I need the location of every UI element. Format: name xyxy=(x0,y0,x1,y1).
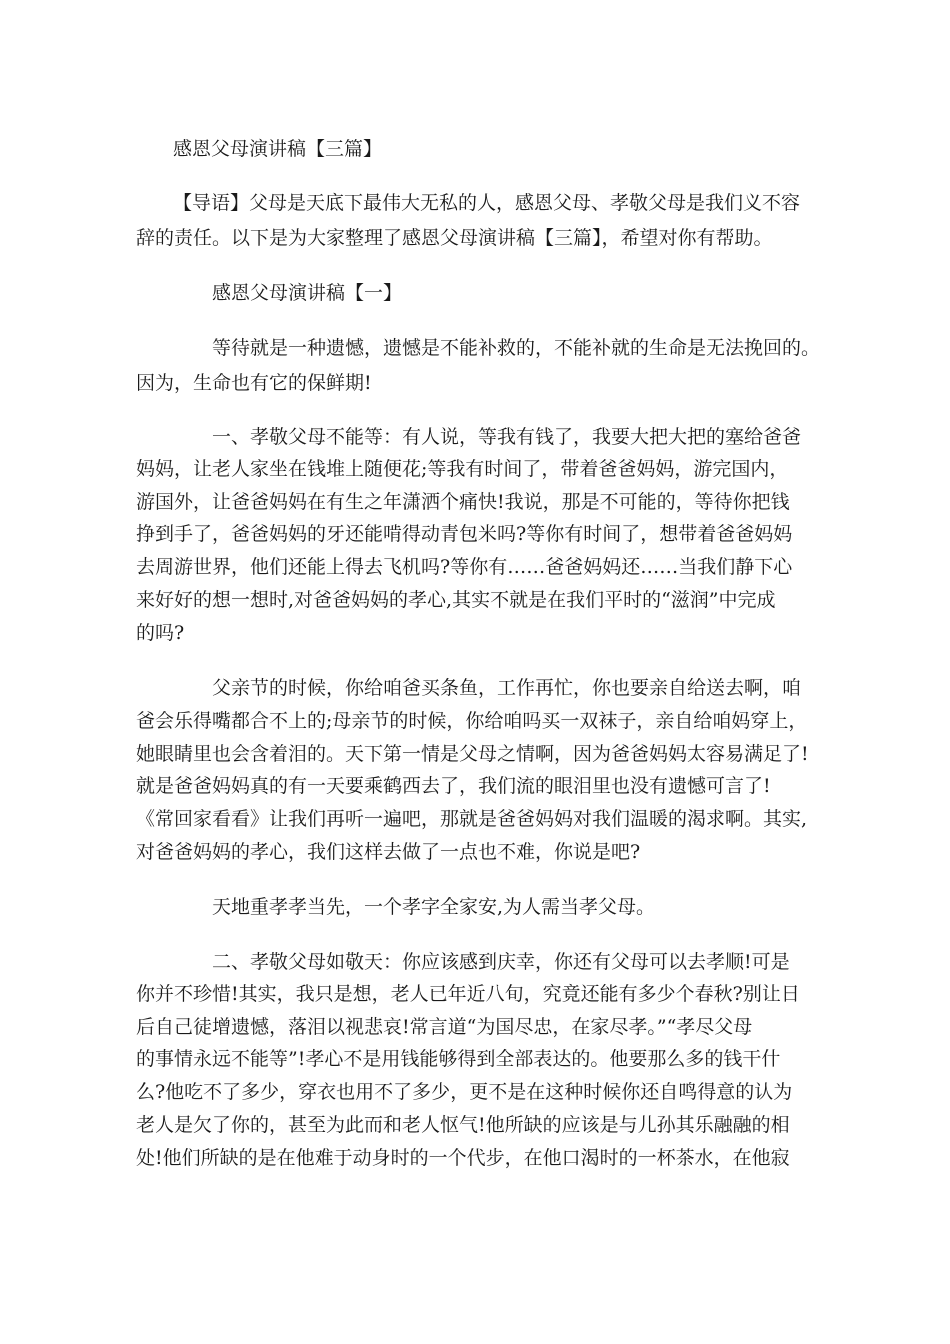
intro-line-1: 【导语】父母是天底下最伟大无私的人，感恩父母、孝敬父母是我们义不容 xyxy=(173,192,801,214)
paragraph-line: 处!他们所缺的是在他难于动身时的一个代步，在他口渴时的一杯茶水，在他寂 xyxy=(136,1147,790,1169)
section-heading: 感恩父母演讲稿【一】 xyxy=(212,282,403,304)
intro-line-2: 辞的责任。以下是为大家整理了感恩父母演讲稿【三篇】，希望对你有帮助。 xyxy=(136,227,773,249)
paragraph-line: 你并不珍惜!其实，我只是想，老人已年近八旬，究竟还能有多少个春秋?别让日 xyxy=(136,983,800,1005)
paragraph-line: 游国外，让爸爸妈妈在有生之年潇洒个痛快!我说，那是不可能的，等待你把钱 xyxy=(136,491,790,513)
paragraph-line: 因为，生命也有它的保鲜期! xyxy=(136,372,372,394)
paragraph-line: 去周游世界，他们还能上得去飞机吗?等你有……爸爸妈妈还……当我们静下心 xyxy=(136,556,793,578)
paragraph-line: 《常回家看看》让我们再听一遍吧，那就是爸爸妈妈对我们温暖的渴求啊。其实, xyxy=(136,808,808,830)
paragraph-line: 爸会乐得嘴都合不上的;母亲节的时候，你给咱吗买一双袜子，亲自给咱妈穿上， xyxy=(136,710,808,732)
paragraph-line: 二、孝敬父母如敬天：你应该感到庆幸，你还有父母可以去孝顺!可是 xyxy=(212,951,790,973)
paragraph-line: 么?他吃不了多少，穿衣也用不了多少，更不是在这种时候你还自鸣得意的认为 xyxy=(136,1081,793,1103)
paragraph-line: 就是爸爸妈妈真的有一天要乘鹤西去了，我们流的眼泪里也没有遗憾可言了! xyxy=(136,775,771,797)
paragraph-line: 的吗? xyxy=(136,622,185,644)
paragraph-line: 的事情永远不能等”!孝心不是用钱能够得到全部表达的。他要那么多的钱干什 xyxy=(136,1048,781,1070)
paragraph-line: 妈妈，让老人家坐在钱堆上随便花;等我有时间了，带着爸爸妈妈，游完国内， xyxy=(136,458,789,480)
paragraph-line: 一、孝敬父母不能等：有人说，等我有钱了，我要大把大把的塞给爸爸 xyxy=(212,426,802,448)
paragraph-line: 父亲节的时候，你给咱爸买条鱼，工作再忙，你也要亲自给送去啊，咱 xyxy=(212,677,802,699)
paragraph-line: 老人是欠了你的，甚至为此而和老人怄气!他所缺的应该是与儿孙其乐融融的相 xyxy=(136,1114,790,1136)
paragraph-line: 天地重孝孝当先，一个孝字全家安,为人需当孝父母。 xyxy=(212,896,656,918)
paragraph-line: 等待就是一种遗憾，遗憾是不能补救的，不能补就的生命是无法挽回的。 xyxy=(212,337,821,359)
document-title: 感恩父母演讲稿【三篇】 xyxy=(173,138,383,160)
paragraph-line: 挣到手了，爸爸妈妈的牙还能啃得动青包米吗?等你有时间了，想带着爸爸妈妈 xyxy=(136,523,793,545)
paragraph-line: 对爸爸妈妈的孝心，我们这样去做了一点也不难，你说是吧? xyxy=(136,841,641,863)
paragraph-line: 来好好的想一想时,对爸爸妈妈的孝心,其实不就是在我们平时的“滋润”中完成 xyxy=(136,589,776,611)
paragraph-line: 她眼睛里也会含着泪的。天下第一情是父母之情啊，因为爸爸妈妈太容易满足了! xyxy=(136,743,809,765)
paragraph-line: 后自己徒增遗憾，落泪以视悲哀!常言道“为国尽忠，在家尽孝。”“孝尽父母 xyxy=(136,1016,753,1038)
